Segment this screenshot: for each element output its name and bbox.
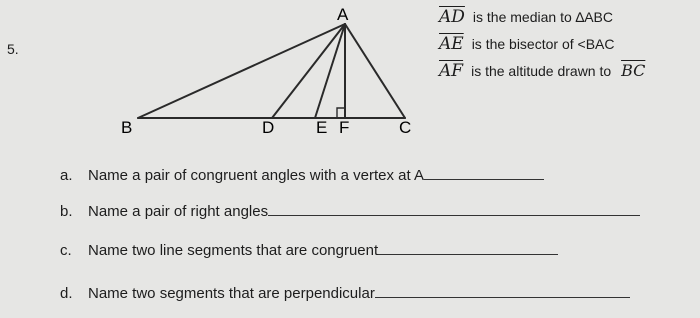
given-bisector (439, 34, 614, 54)
question-a-text: Name a pair of congruent angles with a vertex at A (88, 167, 425, 184)
given-altitude-text: is the altitude drawn to (471, 63, 612, 79)
vertex-f-label: F (339, 118, 350, 137)
segment-bc-label: $\overline{BC}$ (621, 61, 646, 80)
segment-ad-label: $\overline{AD}$ (439, 7, 465, 27)
question-b-text: Name a pair of right angles (88, 203, 269, 220)
question-c (60, 240, 558, 259)
answer-a-blank[interactable] (424, 165, 544, 180)
question-c-letter: c. (60, 242, 72, 259)
answer-c-blank[interactable] (378, 240, 558, 255)
segment-ad (272, 24, 345, 118)
segment-ab (138, 24, 345, 118)
segment-ae-label: $\overline{AE}$ (439, 34, 464, 54)
question-d-text: Name two segments that are perpendicular (88, 285, 375, 302)
vertex-a-label: A (337, 5, 349, 24)
given-median (439, 7, 613, 27)
triangle-diagram (0, 0, 440, 140)
problem-number: 5. (7, 41, 19, 57)
given-altitude (439, 61, 645, 81)
vertex-c-label: C (399, 118, 412, 137)
answer-d-blank[interactable] (375, 283, 630, 298)
given-bisector-text: is the bisector of <BAC (471, 36, 615, 52)
question-b (60, 201, 640, 220)
right-angle-mark (337, 108, 345, 118)
segment-ae (315, 24, 345, 118)
vertex-e-label: E (316, 118, 328, 137)
question-d-letter: d. (60, 285, 73, 302)
given-median-text: is the median to ∆ABC (472, 9, 613, 25)
vertex-b-label: B (121, 118, 133, 137)
segment-af-label: $\overline{AF}$ (439, 61, 464, 81)
segment-ac (345, 24, 405, 118)
question-a (60, 165, 544, 184)
vertex-d-label: D (262, 118, 275, 137)
question-a-letter: a. (60, 167, 73, 184)
question-d (60, 283, 630, 302)
question-c-text: Name two line segments that are congruent (88, 242, 379, 259)
question-b-letter: b. (60, 203, 73, 220)
answer-b-blank[interactable] (268, 201, 640, 216)
